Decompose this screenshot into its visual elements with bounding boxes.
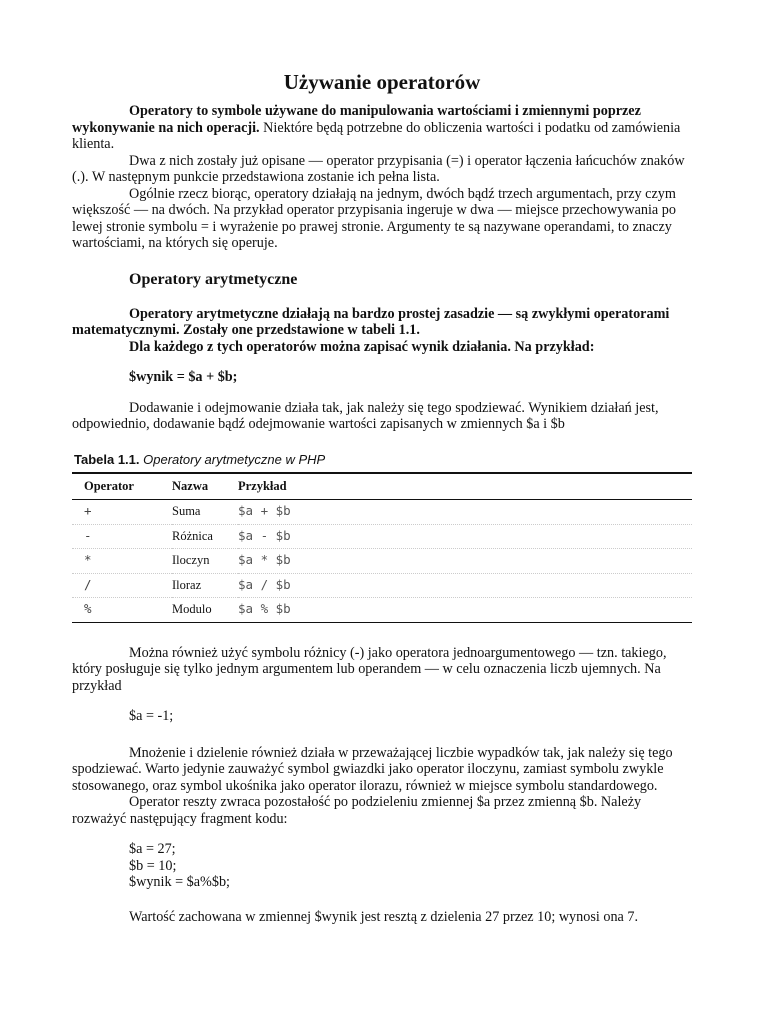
table-row: [72, 549, 692, 574]
intro-bold-lead: Operatory to symbole używane do manipulowania wartościami i zmiennymi poprzez wykonywanie na nich operacji.: [72, 103, 641, 136]
code-example-1-text: $wynik = $a + $b;: [129, 369, 238, 385]
table-header-operator: Operator: [72, 473, 172, 500]
after-paragraph-4: Wartość zachowana w zmiennej $wynik jest resztą z dzielenia 27 przez 10; wynosi ona 7.: [129, 908, 639, 925]
code-example-3-line-3: $wynik = $a%$b;: [129, 874, 230, 890]
intro-paragraph-1: [72, 103, 692, 153]
code-example-2: $a = -1;: [129, 708, 174, 724]
table-row: [72, 500, 692, 525]
table-row: [72, 524, 692, 549]
after-paragraph-1: Można również użyć symbolu różnicy (-) jako operatora jednoargumentowego — tzn. takiego, który posługuje się tylko jednym argumentem lub operandem — w celu oznaczenia liczb ujemnych. Na przykład: [72, 644, 667, 694]
table-cell-name: Różnica: [172, 524, 238, 549]
section-paragraph-1: [72, 306, 692, 339]
section-paragraph-2: [72, 339, 692, 356]
page-title: Używanie operatorów: [283, 70, 481, 94]
table-cell-operator: *: [72, 549, 172, 574]
table-cell-name: Iloczyn: [172, 549, 238, 574]
table-header-name: Nazwa: [172, 473, 238, 500]
code-example-1: [72, 369, 692, 386]
section-heading: Operatory arytmetyczne: [129, 270, 298, 288]
table-row: [72, 598, 692, 623]
code-example-3-line-2: $b = 10;: [129, 857, 177, 874]
table-cell-operator: %: [84, 601, 92, 616]
table-header-example: Przykład: [238, 473, 692, 500]
table-cell-operator: -: [72, 524, 172, 549]
table-cell-example: $a * $b: [238, 549, 692, 574]
table-cell-example: $a % $b: [238, 601, 291, 616]
table-row: [72, 573, 692, 598]
section-bold-2: Dla każdego z tych operatorów można zapisać wynik działania. Na przykład:: [129, 338, 595, 355]
intro-rest: Niektóre będą potrzebne do obliczenia wartości i podatku od zamówienia klienta.: [72, 119, 681, 152]
table-header-row: [72, 473, 692, 500]
table-cell-name: Iloraz: [172, 573, 238, 598]
table-cell-name: Modulo: [172, 602, 212, 616]
table-caption: [74, 452, 692, 468]
table-caption-title: Operatory arytmetyczne w PHP: [143, 451, 326, 467]
table-cell-example: $a / $b: [238, 573, 692, 598]
after-paragraph-3: Operator reszty zwraca pozostałość po podzieleniu zmiennej $a przez zmienną $b. Należy rozważyć następujący fragment kodu:: [72, 794, 642, 827]
after-paragraph-2: Mnożenie i dzielenie również działa w przeważającej liczbie wypadków tak, jak należy się tego spodziewać. Warto jedynie zauważyć symbol gwiazdki jako operator iloczynu, zamiast symbolu zwykle stosowanego, oraz symbol ukośnika jako operator ilorazu, również w miejsce symbolu standardowego.: [72, 744, 673, 794]
intro-paragraph-2: Dwa z nich zostały już opisane — operator przypisania (=) i operator łączenia łańcuchów znaków (.). W następnym punkcie przedstawiona zostanie ich pełna lista.: [72, 152, 685, 185]
document-content: [72, 69, 692, 925]
table-caption-number: Tabela 1.1.: [74, 451, 140, 467]
operators-table: [72, 472, 692, 623]
table-cell-name: Suma: [172, 500, 238, 525]
table-cell-example: $a + $b: [238, 500, 692, 525]
table-cell-operator: +: [72, 500, 172, 525]
code-example-3-line-1: $a = 27;: [129, 841, 176, 857]
section-bold-1: Operatory arytmetyczne działają na bardzo prostej zasadzie — są zwykłymi operatorami matematycznymi. Zostały one przedstawione w tabeli 1.1.: [72, 305, 670, 338]
table-cell-example: $a - $b: [238, 524, 692, 549]
section-paragraph-3: Dodawanie i odejmowanie działa tak, jak należy się tego spodziewać. Wynikiem działań jest, odpowiednio, dodawanie bądź odejmowanie wartości zapisanych w zmiennych $a i $b: [72, 399, 659, 432]
intro-paragraph-3: Ogólnie rzecz biorąc, operatory działają na jednym, dwóch bądź trzech argumentach, przy czym większość — na dwóch. Na przykład operator przypisania ingeruje w dwa — miejsce przechowywania po lewej stronie symbolu = i wyrażenie po prawej stronie. Argumenty te są nazywane operandami, to znaczy wartościami, na których się operuje.: [72, 185, 676, 251]
table-cell-operator: /: [72, 573, 172, 598]
